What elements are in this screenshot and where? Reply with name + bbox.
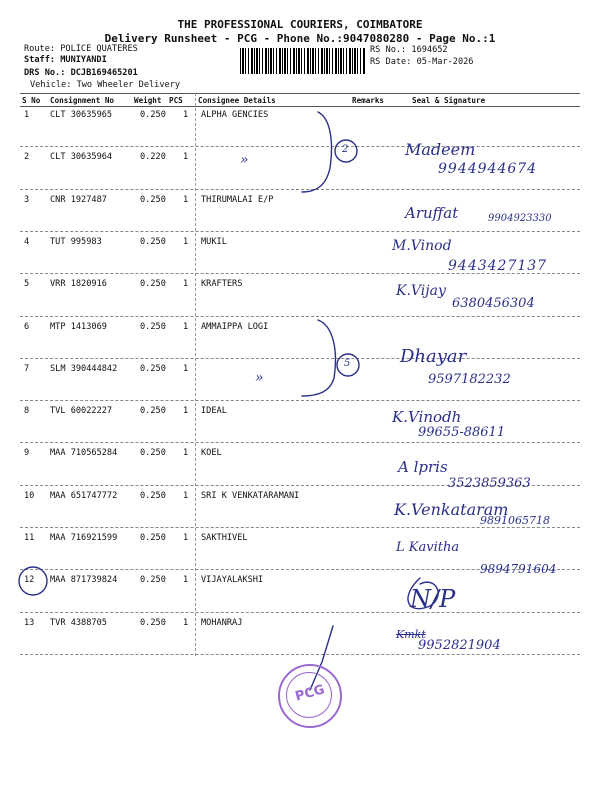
signature-r13-phone: 9952821904	[418, 638, 501, 653]
row-weight: 0.250	[140, 279, 166, 290]
row-pieces: 1	[183, 110, 189, 120]
row-weight: 0.250	[140, 194, 166, 205]
row-pieces: 1	[183, 363, 189, 374]
row-consignee: KOEL	[201, 448, 222, 459]
row-consignee: VIJAYALAKSHI	[201, 575, 264, 586]
signature-r4-name: M.Vinod	[392, 238, 452, 254]
row-serial-number: 7	[24, 363, 30, 374]
row-weight: 0.250	[140, 575, 166, 586]
signature-r10-name: K.Venkataram	[394, 500, 509, 519]
row-weight: 0.250	[140, 363, 166, 374]
row-weight: 0.250	[140, 490, 166, 501]
col-consignee: Consignee Details	[198, 96, 276, 105]
row-consignee: MUKIL	[201, 236, 227, 247]
signature-r7-phone: 9597182232	[428, 372, 511, 387]
signature-r9-phone: 3523859363	[448, 476, 531, 491]
signature-r8-phone: 99655-88611	[418, 425, 506, 440]
row-pieces: 1	[183, 617, 189, 628]
signature-r10-phone: 9891065718	[480, 514, 550, 527]
row-serial-number: 13	[24, 617, 35, 628]
row-consignee: SAKTHIVEL	[201, 533, 248, 543]
company-seal	[278, 664, 342, 728]
route-label: Route: POLICE QUATERES	[24, 44, 138, 54]
row-serial-number: 9	[24, 448, 30, 459]
staff-label: Staff: MUNIYANDI	[24, 55, 107, 65]
row-consignee: MOHANRAJ	[201, 617, 243, 628]
row-pieces: 1	[183, 279, 189, 290]
signature-r8-name: K.Vinodh	[392, 408, 462, 426]
vehicle-label: Vehicle: Two Wheeler Delivery	[30, 80, 181, 90]
row-weight: 0.250	[140, 406, 166, 417]
row-consignee: ALPHA GENCIES	[201, 110, 269, 120]
signature-r11-name: L Kavitha	[396, 540, 460, 555]
runsheet-title: Delivery Runsheet - PCG - Phone No.:9047080280 - Page No.:1	[104, 32, 496, 45]
signature-r5-name: K.Vijay	[396, 283, 446, 299]
row-consignment-number: CLT 30635965	[50, 110, 113, 120]
row-consignment-number: MAA 871739824	[50, 575, 118, 586]
row-serial-number: 4	[24, 236, 30, 247]
company-name: THE PROFESSIONAL COURIERS, COIMBATORE	[177, 18, 423, 31]
ring-number-r2: 2	[342, 144, 349, 155]
row-weight: 0.250	[140, 533, 166, 543]
row-consignee: SRI K VENKATARAMANI	[201, 490, 300, 501]
row-consignment-number: SLM 390444842	[50, 363, 118, 374]
ring-number-r7: 5	[344, 358, 351, 369]
signature-r12-phone: 9894791604	[480, 562, 557, 576]
row-consignment-number: TVL 60022227	[50, 406, 113, 417]
row-serial-number: 2	[24, 152, 30, 163]
signature-r4-phone: 9443427137	[448, 258, 548, 274]
drs-number: DRS No.: DCJB169465201	[24, 68, 138, 78]
row-consignment-number: CNR 1927487	[50, 194, 107, 205]
rs-number: RS No.: 1694652	[370, 45, 448, 55]
row-consignee: KRAFTERS	[201, 279, 243, 290]
ditto-mark-r7: »	[255, 370, 264, 386]
row-weight: 0.250	[140, 321, 166, 332]
rs-date: RS Date: 05-Mar-2026	[370, 57, 474, 67]
signature-r1-phone: 9944944674	[438, 161, 538, 177]
row-pieces: 1	[183, 152, 189, 163]
signature-r12-note: N/P	[410, 585, 456, 613]
row-consignment-number: CLT 30635964	[50, 152, 113, 163]
row-serial-number: 5	[24, 279, 30, 290]
ditto-mark-r2: »	[240, 152, 249, 168]
row-consignee: THIRUMALAI E/P	[201, 194, 274, 205]
row-weight: 0.250	[140, 617, 166, 628]
row-consignment-number: MAA 710565284	[50, 448, 118, 459]
row-consignee: IDEAL	[201, 406, 227, 417]
row-pieces: 1	[183, 448, 189, 459]
col-remarks: Remarks	[352, 96, 385, 105]
seal-text: PCG	[293, 682, 327, 705]
row-serial-number: 12	[24, 575, 35, 586]
row-pieces: 1	[183, 406, 189, 417]
row-consignee: AMMAIPPA LOGI	[201, 321, 269, 332]
col-weight: Weight	[134, 96, 162, 105]
row-serial-number: 1	[24, 110, 30, 120]
col-sno: S No	[22, 96, 41, 105]
signature-r7-name: Dhayar	[400, 346, 467, 367]
row-pieces: 1	[183, 321, 189, 332]
row-serial-number: 10	[24, 490, 35, 501]
signature-r5-phone: 6380456304	[452, 296, 535, 311]
row-pieces: 1	[183, 194, 189, 205]
row-consignment-number: MAA 651747772	[50, 490, 118, 501]
col-pcs: PCS	[169, 96, 183, 105]
row-weight: 0.250	[140, 448, 166, 459]
signature-r9-name: A lpris	[398, 458, 448, 476]
row-serial-number: 11	[24, 533, 35, 543]
row-pieces: 1	[183, 490, 189, 501]
row-serial-number: 8	[24, 406, 30, 417]
signature-r3-phone: 9904923330	[488, 213, 552, 224]
row-pieces: 1	[183, 575, 189, 586]
row-pieces: 1	[183, 236, 189, 247]
signature-r13-name: Kmkt	[396, 628, 426, 641]
row-weight: 0.220	[140, 152, 166, 163]
row-consignment-number: MAA 716921599	[50, 533, 118, 543]
row-consignment-number: VRR 1820916	[50, 279, 107, 290]
row-consignment-number: TVR 4388705	[50, 617, 107, 628]
signature-r1-name: Madeem	[405, 140, 476, 159]
row-consignment-number: MTP 1413069	[50, 321, 107, 332]
col-seal: Seal & Signature	[412, 96, 486, 105]
row-weight: 0.250	[140, 236, 166, 247]
row-consignment-number: TUT 995983	[50, 236, 102, 247]
row-serial-number: 3	[24, 194, 30, 205]
signature-r3: Aruffat	[405, 204, 459, 222]
row-weight: 0.250	[140, 110, 166, 120]
row-pieces: 1	[183, 533, 189, 543]
col-consignment: Consignment No	[50, 96, 115, 105]
row-serial-number: 6	[24, 321, 30, 332]
